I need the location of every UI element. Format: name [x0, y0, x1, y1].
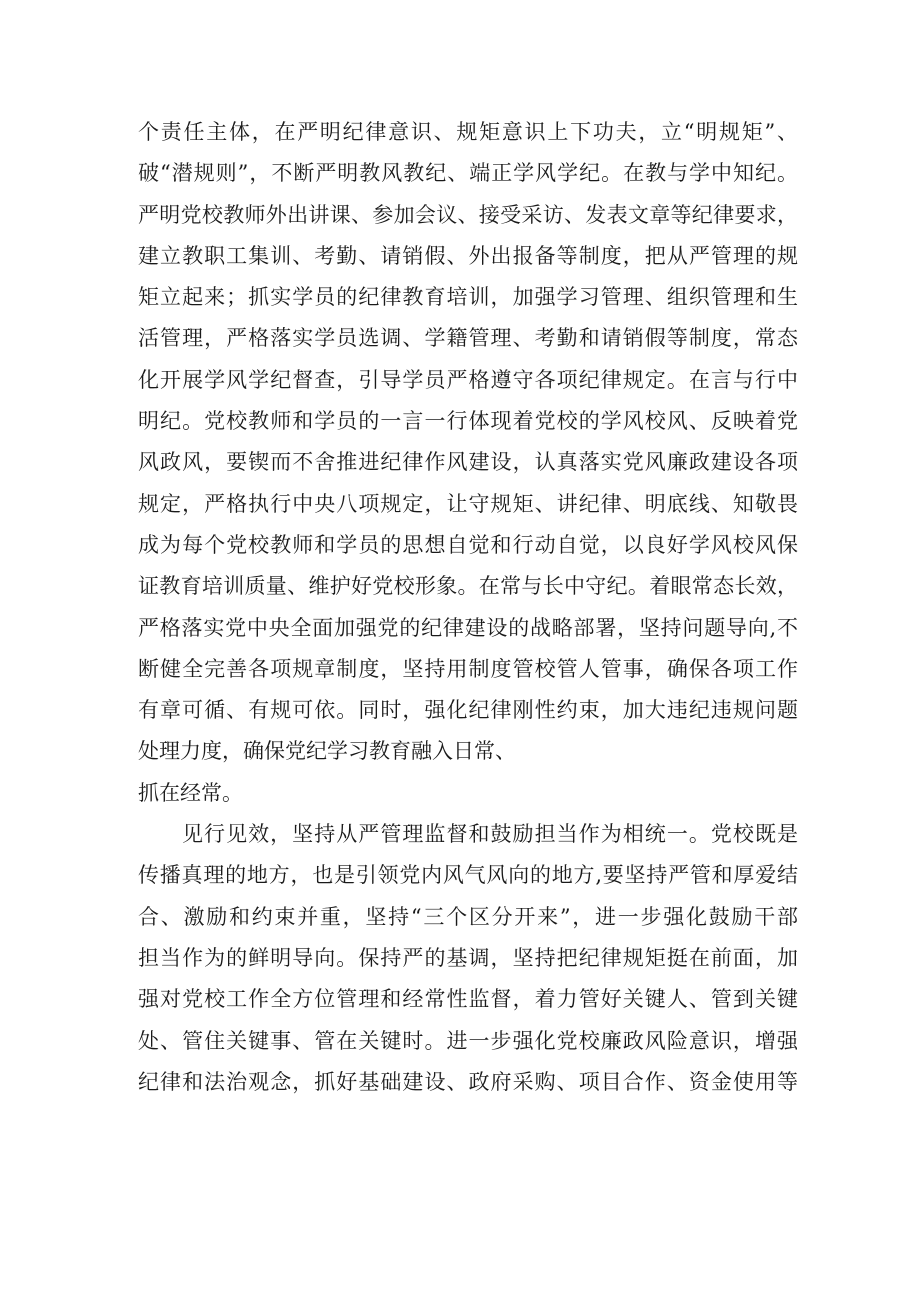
- text-line: 矩立起来；抓实学员的纪律教育培训，加强学习管理、组织管理和生: [138, 285, 798, 310]
- text-line: 强对党校工作全方位管理和经常性监督，着力管好关键人、管到关键: [138, 987, 798, 1012]
- text-line: 风政风，要锲而不舍推进纪律作风建设，认真落实党风廉政建设各项: [138, 450, 798, 475]
- text-line: 抓在经常。: [138, 780, 243, 805]
- text-line: 个责任主体，在严明纪律意识、规矩意识上下功夫，立“明规矩”、: [138, 120, 798, 144]
- text-line: 规定，严格执行中央八项规定，让守规矩、讲纪律、明底线、知敬畏: [138, 491, 798, 516]
- body-text: [138, 112, 798, 1103]
- text-line: 合、激励和约束并重，坚持“三个区分开来”，进一步强化鼓励干部: [138, 904, 798, 929]
- text-line: 担当作为的鲜明导向。保持严的基调，坚持把纪律规矩挺在前面，加: [138, 945, 798, 970]
- text-line: 断健全完善各项规章制度，坚持用制度管校管人管事，确保各项工作: [138, 656, 798, 681]
- text-line: 建立教职工集训、考勤、请销假、外出报备等制度，把从严管理的规: [138, 243, 798, 268]
- paragraph-1: [138, 112, 798, 814]
- text-line: 化开展学风学纪督查，引导学员严格遵守各项纪律规定。在言与行中: [138, 367, 798, 392]
- paragraph-2: [138, 814, 798, 1103]
- text-line: 明纪。党校教师和学员的一言一行体现着党校的学风校风、反映着党: [138, 409, 798, 434]
- text-line: 成为每个党校教师和学员的思想自觉和行动自觉，以良好学风校风保: [138, 532, 798, 557]
- text-line: 处、管住关键事、管在关键时。进一步强化党校廉政风险意识，增强: [138, 1028, 798, 1053]
- text-line: 破“潜规则”，不断严明教风教纪、端正学风学纪。在教与学中知纪。: [138, 161, 798, 186]
- text-line: 见行见效，坚持从严管理监督和鼓励担当作为相统一。党校既是: [182, 822, 798, 847]
- text-line: 传播真理的地方，也是引领党内风气风向的地方,要坚持严管和厚爱结: [138, 863, 798, 888]
- text-line: 纪律和法治观念，抓好基础建设、政府采购、项目合作、资金使用等: [138, 1069, 798, 1094]
- text-line: 活管理，严格落实学员选调、学籍管理、考勤和请销假等制度，常态: [138, 326, 798, 351]
- text-line: 有章可循、有规可依。同时，强化纪律刚性约束，加大违纪违规问题: [138, 698, 798, 723]
- text-line: 证教育培训质量、维护好党校形象。在常与长中守纪。着眼常态长效，: [138, 574, 798, 599]
- text-line: 处理力度，确保党纪学习教育融入日常、: [138, 739, 516, 764]
- text-line: 严明党校教师外出讲课、参加会议、接受采访、发表文章等纪律要求，: [138, 202, 798, 227]
- text-line: 严格落实党中央全面加强党的纪律建设的战略部署，坚持问题导向,不: [138, 615, 798, 640]
